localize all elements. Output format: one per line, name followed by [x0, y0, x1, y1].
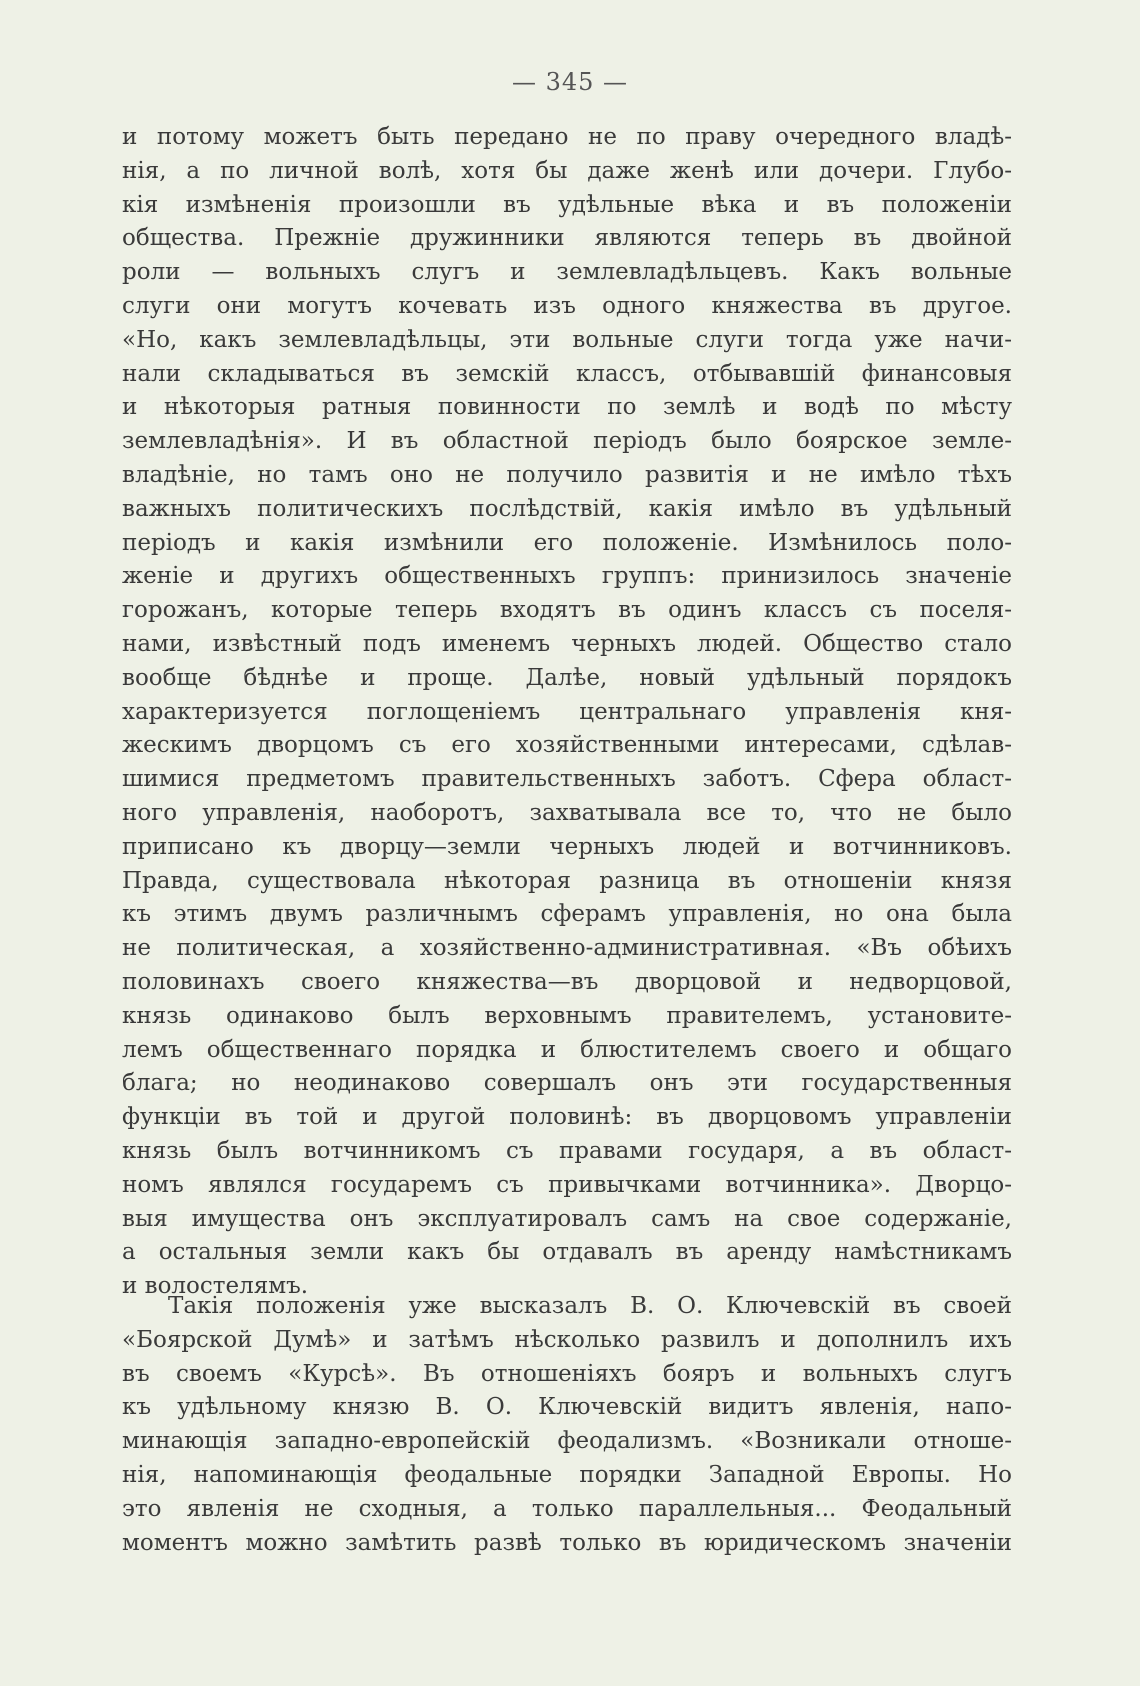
- text-line: блага; но неодинаково совершалъ онъ эти государственныя: [122, 1070, 1012, 1097]
- text-line: періодъ и какія измѣнили его положеніе. Измѣнилось поло-: [122, 529, 1012, 556]
- text-line: ного управленія, наоборотъ, захватывала все то, что не было: [122, 799, 1012, 826]
- text-line: характеризуется поглощеніемъ центральнаго управленія кня-: [122, 698, 1012, 725]
- text-line: минающія западно-европейскій феодализмъ. «Возникали отноше-: [122, 1428, 1012, 1455]
- text-line: и волостелямъ.: [122, 1273, 309, 1300]
- text-line: шимися предметомъ правительственныхъ заботъ. Сфера област-: [122, 766, 1012, 793]
- text-line: къ этимъ двумъ различнымъ сферамъ управленія, но она была: [122, 901, 1012, 928]
- page-number: — 345 —: [511, 68, 629, 96]
- text-line: землевладѣнія». И въ областной періодъ было боярское земле-: [122, 428, 1012, 455]
- text-line: кія измѣненія произошли въ удѣльные вѣка и въ положеніи: [122, 191, 1012, 218]
- paragraph-1: [122, 121, 1012, 1304]
- text-line: нія, а по личной волѣ, хотя бы даже женѣ или дочери. Глубо-: [122, 157, 1012, 184]
- text-line: вообще бѣднѣе и проще. Далѣе, новый удѣльный порядокъ: [122, 664, 1012, 691]
- text-line: роли — вольныхъ слугъ и землевладѣльцевъ. Какъ вольные: [122, 259, 1012, 286]
- text-line: «Но, какъ землевладѣльцы, эти вольные слуги тогда уже начи-: [122, 326, 1012, 353]
- text-line: князь одинаково былъ верховнымъ правителемъ, установите-: [122, 1002, 1012, 1029]
- text-line: владѣніе, но тамъ оно не получило развитія и не имѣло тѣхъ: [122, 461, 1012, 488]
- text-line: это явленія не сходныя, а только параллельныя... Феодальный: [122, 1495, 1012, 1522]
- text-line: важныхъ политическихъ послѣдствій, какія имѣло въ удѣльный: [122, 495, 1012, 522]
- text-line: лемъ общественнаго порядка и блюстителемъ своего и общаго: [122, 1036, 1012, 1063]
- text-line: приписано къ дворцу—земли черныхъ людей и вотчинниковъ.: [122, 833, 1012, 860]
- text-line: къ удѣльному князю В. О. Ключевскій видитъ явленія, напо-: [122, 1394, 1012, 1421]
- text-line: функціи въ той и другой половинѣ: въ дворцовомъ управленіи: [122, 1104, 1012, 1131]
- text-line: а остальныя земли какъ бы отдавалъ въ аренду намѣстникамъ: [122, 1239, 1012, 1266]
- text-line: нали складываться въ земскій классъ, отбывавшій финансовыя: [122, 360, 1012, 387]
- text-line: «Боярской Думѣ» и затѣмъ нѣсколько развилъ и дополнилъ ихъ: [122, 1326, 1012, 1353]
- text-line: половинахъ своего княжества—въ дворцовой и недворцовой,: [122, 968, 1012, 995]
- text-line: и потому можетъ быть передано не по праву очередного владѣ-: [122, 124, 1012, 150]
- text-line: моментъ можно замѣтить развѣ только въ юридическомъ значеніи: [122, 1529, 1012, 1556]
- text-line: женіе и другихъ общественныхъ группъ: принизилось значеніе: [122, 563, 1012, 590]
- text-line: и нѣкоторыя ратныя повинности по землѣ и водѣ по мѣсту: [122, 394, 1012, 421]
- text-line: горожанъ, которые теперь входятъ въ одинъ классъ съ поселя-: [122, 597, 1012, 624]
- text-line: Правда, существовала нѣкоторая разница въ отношеніи князя: [122, 867, 1012, 894]
- text-line: въ своемъ «Курсѣ». Въ отношеніяхъ бояръ и вольныхъ слугъ: [122, 1360, 1012, 1387]
- text-line: Такія положенія уже высказалъ В. О. Ключевскій въ своей: [168, 1293, 1012, 1319]
- text-line: не политическая, а хозяйственно-административная. «Въ обѣихъ: [122, 935, 1012, 962]
- paragraph-2: [122, 1290, 1012, 1560]
- text-line: слуги они могутъ кочевать изъ одного княжества въ другое.: [122, 292, 1012, 319]
- text-line: номъ являлся государемъ съ привычками вотчинника». Дворцо-: [122, 1171, 1012, 1198]
- text-line: выя имущества онъ эксплуатировалъ самъ на свое содержаніе,: [122, 1205, 1012, 1232]
- text-line: нія, напоминающія феодальные порядки Западной Европы. Но: [122, 1461, 1012, 1488]
- text-line: общества. Прежніе дружинники являются теперь въ двойной: [122, 225, 1012, 252]
- text-line: жескимъ дворцомъ съ его хозяйственными интересами, сдѣлав-: [122, 732, 1012, 759]
- text-line: князь былъ вотчинникомъ съ правами государя, а въ област-: [122, 1137, 1012, 1164]
- text-line: нами, извѣстный подъ именемъ черныхъ людей. Общество стало: [122, 630, 1012, 657]
